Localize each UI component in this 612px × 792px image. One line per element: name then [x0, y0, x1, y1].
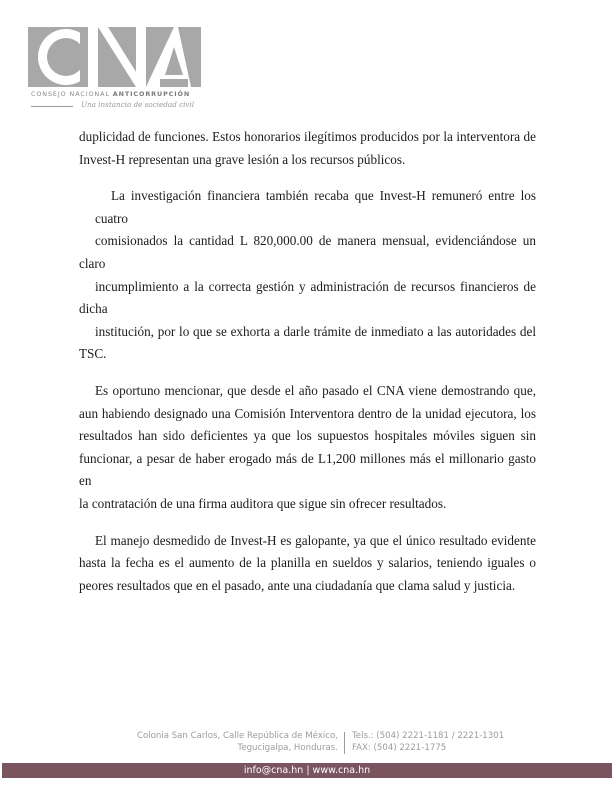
letter-body — [79, 126, 536, 611]
text-line: incumplimiento a la correcta gestión y administración de recursos financieros de dicha — [79, 278, 536, 317]
logo-c-inner — [47, 38, 85, 76]
org-name — [31, 90, 190, 98]
text-line: comisionados la cantidad L 820,000.00 de manera mensual, evidenciándose un claro — [79, 233, 536, 271]
text-line: funcionar, a pesar de haber erogado más de L1,200 millones más el millonario gasto en — [79, 450, 536, 489]
fax-line: FAX: (504) 2221-1775 — [352, 742, 447, 753]
text-line: Invest-H representan una grave lesión a los recursos públicos. — [79, 151, 406, 167]
footer-divider — [344, 732, 345, 754]
tagline-row — [31, 101, 201, 111]
logo-a-right — [178, 27, 201, 87]
cna-logo — [28, 27, 203, 117]
text-line: La investigación financiera también recaba que Invest-H remuneró entre los cuatro — [95, 188, 536, 226]
text-line: hasta la fecha es el aumento de la planilla en sueldos y salarios, teniendo iguales o — [79, 555, 536, 571]
text-line: duplicidad de funciones. Estos honorarios ilegítimos producidos por la interventora de — [79, 129, 536, 144]
paragraph-4 — [79, 530, 536, 598]
text-line: Es oportuno mencionar, que desde el año pasado el CNA viene demostrando que, — [95, 382, 536, 398]
logo-a-left — [146, 27, 174, 87]
footer-contact-bar: info@cna.hn | www.cna.hn — [2, 763, 612, 778]
cna-logo-mark-icon — [28, 27, 201, 87]
paragraph-3 — [79, 380, 536, 516]
tagline-rule — [31, 106, 73, 107]
text-line: resultados han sido deficientes ya que los supuestos hospitales móviles siguen sin — [79, 428, 536, 444]
logo-c-stem — [80, 27, 88, 87]
text-line: institución, por lo que se exhorta a darle trámite de inmediato a las autoridades del TSC. — [79, 323, 536, 362]
contact-block — [352, 731, 504, 754]
address-line-2: Tegucigalpa, Honduras. — [237, 742, 338, 753]
org-name-part2: ANTICORRUPCIÓN — [112, 90, 191, 98]
paragraph-1 — [79, 126, 536, 171]
text-line: El manejo desmedido de Invest-H es galopante, ya que el único resultado evidente — [95, 532, 536, 548]
logo-a-center — [165, 47, 183, 75]
org-name-part1: CONSEJO NACIONAL — [31, 90, 113, 98]
text-line: peores resultados que en el pasado, ante una ciudadanía que clama salud y justicia. — [79, 577, 516, 593]
address-block — [120, 731, 338, 754]
text-line: aun habiendo designado una Comisión Interventora dentro de la unidad ejecutora, los — [79, 405, 536, 421]
paragraph-2 — [79, 185, 536, 366]
address-line-1: Colonia San Carlos, Calle República de México, — [136, 731, 338, 741]
phone-line: Tels.: (504) 2221-1181 / 2221-1301 — [352, 731, 505, 741]
logo-a-base — [160, 79, 188, 87]
tagline: Una instancia de sociedad civil — [81, 100, 195, 109]
text-line: la contratación de una firma auditora que sigue sin ofrecer resultados. — [79, 495, 447, 511]
